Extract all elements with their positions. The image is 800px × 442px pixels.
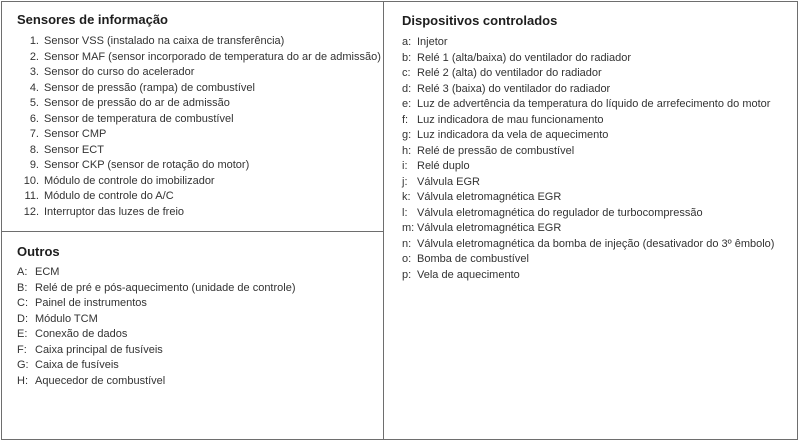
list-item — [17, 296, 296, 312]
item-label: Válvula eletromagnética da bomba de injeção (desativador do 3º êmbolo) — [417, 237, 775, 250]
list-item — [402, 252, 774, 268]
item-key: d: — [402, 82, 412, 95]
list-item — [402, 35, 774, 51]
list-item — [21, 34, 381, 50]
item-key: l: — [402, 206, 408, 219]
item-key: m: — [402, 222, 415, 234]
item-label: Relé 1 (alta/baixa) do ventilador do radiador — [417, 51, 632, 64]
item-key: 5. — [29, 97, 39, 109]
item-label: Relé 2 (alta) do ventilador do radiador — [417, 67, 602, 79]
list-item — [402, 66, 774, 82]
item-key: C: — [17, 297, 28, 309]
list-item — [402, 97, 774, 113]
column-divider — [383, 1, 384, 440]
list-item — [21, 205, 381, 221]
item-label: Luz indicadora de mau funcionamento — [417, 113, 604, 126]
item-label: Sensor de pressão (rampa) de combustível — [44, 81, 255, 94]
item-label: Conexão de dados — [35, 328, 128, 340]
item-key: 3. — [29, 66, 39, 78]
list-item — [402, 82, 774, 98]
list-item — [402, 51, 774, 67]
item-key: f: — [402, 113, 409, 126]
list-item — [17, 374, 296, 390]
item-key: 7. — [29, 128, 39, 140]
item-label: Sensor VSS (instalado na caixa de transferência) — [44, 35, 285, 47]
item-key: j: — [402, 175, 408, 188]
item-key: h: — [402, 144, 412, 157]
item-label: Sensor CKP (sensor de rotação do motor) — [44, 159, 250, 171]
list-item — [17, 312, 296, 328]
list-item — [21, 50, 381, 66]
item-label: Painel de instrumentos — [35, 297, 147, 309]
list-item — [21, 143, 381, 159]
item-key: F: — [17, 343, 27, 356]
item-label: Aquecedor de combustível — [35, 374, 166, 387]
item-key: 8. — [29, 143, 39, 156]
item-key: 4. — [29, 81, 39, 94]
list-item — [402, 206, 774, 222]
item-key: n: — [402, 237, 412, 250]
item-label: Sensor MAF (sensor incorporado de temperatura do ar de admissão) — [44, 50, 381, 63]
list-item — [402, 159, 774, 175]
outros-list — [17, 265, 296, 389]
list-item — [21, 189, 381, 205]
item-label: Válvula eletromagnética do regulador de turbocompressão — [417, 206, 703, 219]
item-label: Luz indicadora da vela de aquecimento — [417, 129, 609, 141]
item-key: a: — [402, 36, 412, 48]
item-label: Sensor de temperatura de combustível — [44, 112, 234, 125]
sensores-list — [17, 34, 381, 220]
item-key: 12. — [23, 205, 39, 218]
item-key: 1. — [29, 35, 39, 47]
outros-title: Outros — [17, 244, 60, 259]
list-item — [21, 127, 381, 143]
item-label: Módulo de controle do imobilizador — [44, 174, 215, 187]
item-label: Relé de pré e pós-aquecimento (unidade de controle) — [35, 281, 296, 294]
dispositivos-panel — [402, 13, 774, 283]
item-label: Sensor do curso do acelerador — [44, 66, 195, 78]
list-item — [21, 112, 381, 128]
item-key: 2. — [29, 50, 39, 63]
item-label: Válvula eletromagnética EGR — [417, 222, 562, 234]
dispositivos-title: Dispositivos controlados — [402, 13, 558, 28]
list-item — [402, 237, 774, 253]
item-label: Relé 3 (baixa) do ventilador do radiador — [417, 82, 611, 95]
item-key: g: — [402, 129, 412, 141]
item-key: 11. — [24, 190, 39, 202]
item-key: H: — [17, 374, 28, 387]
item-key: i: — [402, 160, 408, 172]
list-item — [402, 128, 774, 144]
item-label: Sensor CMP — [44, 128, 107, 140]
item-label: ECM — [35, 266, 60, 278]
item-label: Luz de advertência da temperatura do líquido de arrefecimento do motor — [417, 98, 771, 110]
item-key: k: — [402, 191, 411, 203]
list-item — [21, 174, 381, 190]
item-key: A: — [17, 266, 28, 278]
item-label: Interruptor das luzes de freio — [44, 205, 185, 218]
item-key: 10. — [23, 174, 39, 187]
item-label: Bomba de combustível — [417, 253, 529, 265]
list-item — [21, 158, 381, 174]
item-label: Módulo de controle do A/C — [44, 190, 174, 202]
list-item — [21, 96, 381, 112]
item-label: Sensor de pressão do ar de admissão — [44, 97, 230, 109]
outros-panel — [17, 244, 296, 389]
list-item — [402, 268, 774, 284]
item-label: Válvula EGR — [417, 175, 480, 188]
sensores-panel — [17, 12, 381, 220]
item-key: c: — [402, 67, 411, 79]
item-key: E: — [17, 328, 28, 340]
list-item — [17, 281, 296, 297]
item-label: Módulo TCM — [35, 312, 98, 325]
sensores-title: Sensores de informação — [17, 12, 168, 27]
item-key: o: — [402, 253, 412, 265]
list-item — [17, 358, 296, 374]
item-label: Relé duplo — [417, 160, 470, 172]
item-label: Caixa principal de fusíveis — [35, 343, 163, 356]
list-item — [17, 343, 296, 359]
item-key: D: — [17, 312, 28, 325]
item-key: B: — [17, 281, 28, 294]
list-item — [402, 113, 774, 129]
dispositivos-list — [402, 35, 774, 283]
item-label: Sensor ECT — [44, 143, 104, 156]
item-label: Injetor — [417, 36, 448, 48]
list-item — [21, 65, 381, 81]
list-item — [21, 81, 381, 97]
item-key: G: — [17, 359, 29, 371]
item-key: 9. — [29, 159, 39, 171]
item-key: 6. — [29, 112, 39, 125]
list-item — [402, 175, 774, 191]
item-key: e: — [402, 98, 412, 110]
list-item — [17, 327, 296, 343]
item-label: Válvula eletromagnética EGR — [417, 191, 562, 203]
item-label: Vela de aquecimento — [417, 268, 520, 281]
item-key: p: — [402, 268, 412, 281]
list-item — [402, 144, 774, 160]
item-key: b: — [402, 51, 412, 64]
list-item — [402, 221, 774, 237]
item-label: Caixa de fusíveis — [35, 359, 119, 371]
row-divider — [1, 231, 383, 232]
list-item — [17, 265, 296, 281]
list-item — [402, 190, 774, 206]
item-label: Relé de pressão de combustível — [417, 144, 575, 157]
